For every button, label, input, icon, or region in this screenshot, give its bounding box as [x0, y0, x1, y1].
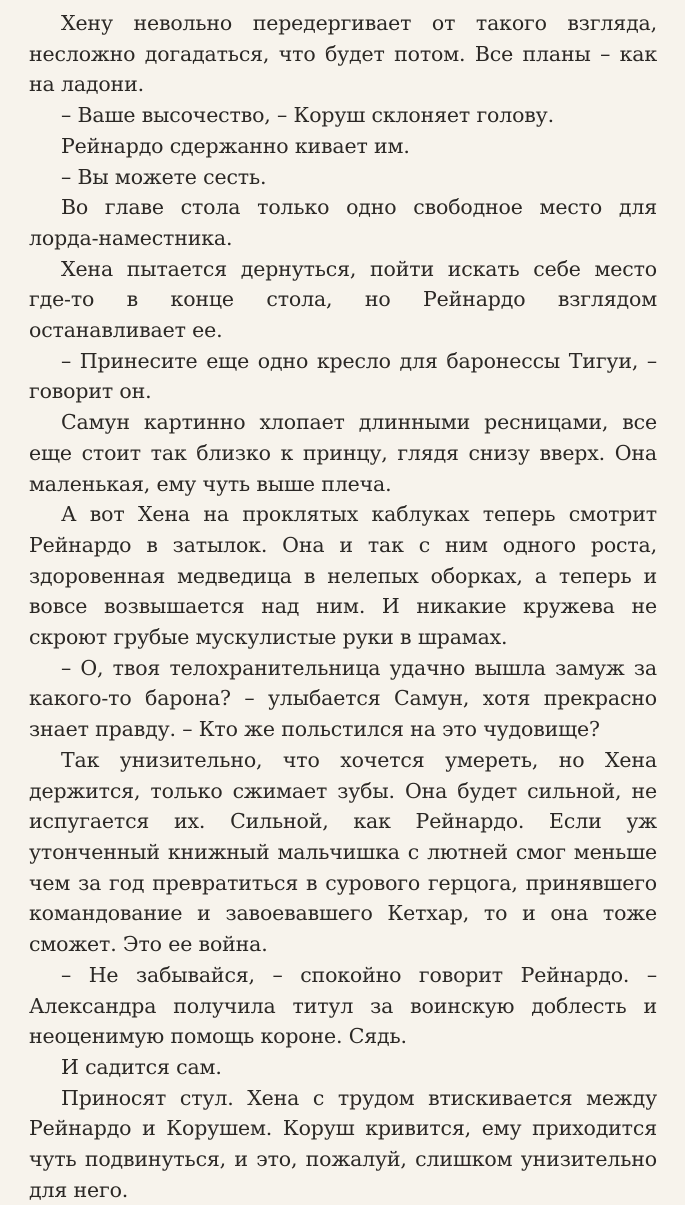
paragraph: Так унизительно, что хочется умереть, но Хена держится, только сжимает зубы. Она будет сильной, не испугается их. Сильной, как Рейнардо. Если уж утонченный книжный мальчишка с лютней смог меньше чем за год превратиться в сурового герцога, принявшего командование и завоевавшего Кетхар, то и она тоже сможет. Это ее война.	[29, 747, 657, 957]
paragraph: – Ваше высочество, – Коруш склоняет голову.	[61, 103, 554, 128]
paragraph: И садится сам.	[61, 1054, 222, 1079]
paragraph: А вот Хена на проклятых каблуках теперь смотрит Рейнардо в затылок. Она и так с ним одного роста, здоровенная медведица в нелепых оборках, а теперь и вовсе возвышается над ним. И никакие кружева не скроют грубые мускулистые руки в шрамах.	[29, 502, 657, 650]
paragraph: – О, твоя телохранительница удачно вышла замуж за какого-то барона? – улыбается Самун, хотя прекрасно знает правду. – Кто же польстился на это чудовище?	[29, 655, 657, 742]
paragraph: Во главе стола только одно свободное место для лорда-наместника.	[29, 195, 657, 250]
paragraph: – Не забывайся, – спокойно говорит Рейнардо. – Александра получила титул за воинскую доблесть и неоценимую помощь короне. Сядь.	[29, 962, 657, 1049]
paragraph: Приносят стул. Хена с трудом втискивается между Рейнардо и Корушем. Коруш кривится, ему приходится чуть подвинуться, и это, пожалуй, слишком унизительно для него.	[29, 1085, 657, 1202]
paragraph: – Принесите еще одно кресло для баронессы Тигуи, – говорит он.	[29, 348, 657, 404]
paragraph: Хену невольно передергивает от такого взгляда, несложно догадаться, что будет потом. Все планы – как на ладони.	[29, 11, 657, 97]
paragraph: Хена пытается дернуться, пойти искать себе место где-то в конце стола, но Рейнардо взглядом останавливает ее.	[29, 256, 657, 343]
paragraph: – Вы можете сесть.	[61, 164, 267, 189]
paragraph: Самун картинно хлопает длинными ресницами, все еще стоит так близко к принцу, глядя снизу вверх. Она маленькая, ему чуть выше плеча.	[29, 410, 657, 496]
paragraph: Рейнардо сдержанно кивает им.	[61, 133, 410, 158]
